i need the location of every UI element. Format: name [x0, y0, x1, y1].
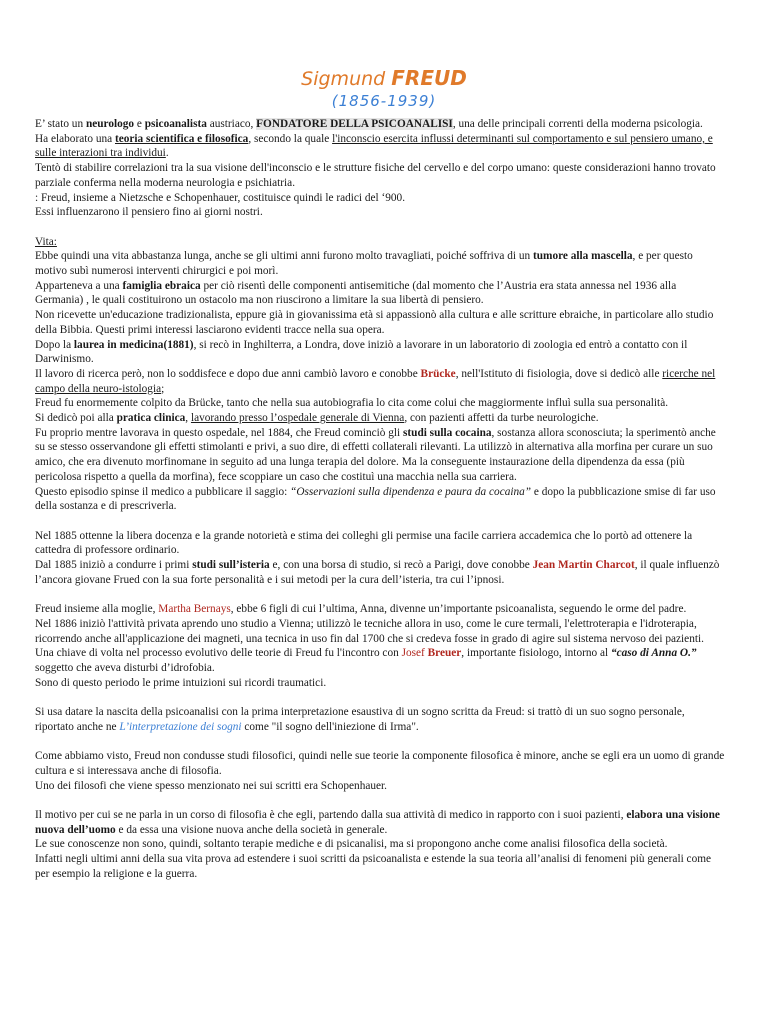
text: e, con una borsa di studio, si recò a Parigi, dove conobbe — [269, 559, 533, 572]
paragraph-isteria — [35, 558, 725, 587]
text: Si dedicò poi alla — [35, 412, 117, 425]
highlighted-text: FONDATORE DELLA PSICOANALISI — [256, 118, 453, 130]
text: Ebbe quindi una vita abbastanza lunga, anche se gli ultimi anni furono molto travagliati, poiché soffriva di un — [35, 250, 533, 263]
page-title — [0, 66, 768, 91]
paragraph-schopenhauer: Uno dei filosofi che viene spesso menzionato nei sui scritti era Schopenhauer. — [35, 779, 387, 792]
text: Fu proprio mentre lavorava in questo ospedale, nel 1884, che Freud cominciò gli — [35, 426, 403, 439]
text: , si recò in Inghilterra, a Londra, dove iniziò a lavorare in un laboratorio di zoologia ed entrò a contatto con il Darwinismo. — [35, 338, 688, 366]
section-heading-vita: Vita: — [35, 235, 57, 248]
bold-text: elabora una visione nuova dell’uomo — [35, 808, 720, 836]
spacer — [35, 793, 725, 808]
spacer — [35, 220, 725, 235]
paragraph-vita-9 — [35, 485, 725, 514]
spacer — [35, 734, 725, 749]
bold-text: famiglia ebraica — [122, 279, 201, 292]
paragraph-influence: Essi influenzarono il pensiero fino ai giorni nostri. — [35, 206, 263, 219]
document-body — [35, 117, 725, 881]
text: E’ stato un — [35, 118, 86, 130]
spacer — [35, 587, 725, 602]
bold-text: neurologo — [85, 118, 135, 130]
bold-text: psicoanalista — [144, 118, 207, 130]
text: Il lavoro di ricerca però, non lo soddisfece e dopo due anni cambiò lavoro e conobbe — [35, 367, 421, 380]
text: , importante fisiologo, intorno al — [461, 647, 611, 660]
text: per ciò risentì delle componenti antisemitiche (dal momento che l’Austria era stata annessa nel 1936 alla Germania) , le quali costituirono un ostacolo ma non riuscirono a limitare la sua libertà di pensiero. — [35, 279, 677, 307]
text: austriaco, — [206, 118, 257, 130]
text: , il quale influenzò l’ancora giovane Frued con la sua forte personalità e i sui metodi per la cura dell’isteria, tra cui l’ipnosi. — [35, 559, 720, 586]
bold-italic-text: “caso di Anna O.” — [610, 647, 697, 660]
text: , ebbe 6 figli di cui l’ultima, Anna, divenne un’importante psicoanalista, seguendo le orme del padre. — [230, 603, 687, 616]
paragraph-roots: : Freud, insieme a Nietzsche e Schopenhauer, costituisce quindi le radici del ‘900. — [35, 191, 406, 204]
paragraph-vita-4 — [35, 338, 725, 367]
text: Apparteneva a una — [35, 279, 123, 292]
paragraph-sogni — [35, 705, 725, 734]
italic-text: “Osservazioni sulla dipendenza e paura da cocaina” — [290, 485, 532, 498]
bold-text: studi sull’isteria — [192, 559, 270, 572]
paragraph-motivo — [35, 808, 725, 837]
paragraph-theory — [35, 132, 725, 161]
paragraph-ultimi-anni: Infatti negli ultimi anni della sua vita prova ad estendere i suoi scritti da psicoanalista e estende la sua teoria all’analisi di fenomeni più generali come per esempio la religione e la guerra. — [35, 853, 712, 880]
blue-italic-text: L’interpretazione dei sogni — [119, 720, 242, 733]
text: , secondo la quale — [248, 132, 333, 145]
paragraph-attivita: Nel 1886 iniziò l'attività privata aprendo uno studio a Vienna; utilizzò le tecniche allora in uso, come le cure termali, l'elettroterapia e l'idroterapia, ricorrendo anche all'applicazione dei magneti, una tecnica in uso fin dal 1700 che si credeva fosse in grado di agire sul sistema nervoso dei pazienti. — [35, 617, 704, 645]
text: Dopo la — [35, 338, 74, 351]
text: Dal 1885 iniziò a condurre i primi — [35, 559, 193, 572]
paragraph-conoscenze: Le sue conoscenze non sono, quindi, soltanto terapie mediche e di psicanalisi, ma si propongono anche come analisi filosofica della società. — [35, 838, 668, 851]
paragraph-breuer — [35, 646, 725, 675]
text: Questo episodio spinse il medico a pubblicare il saggio: — [35, 485, 291, 498]
red-text: Josef — [401, 647, 428, 660]
paragraph-vita-5 — [35, 367, 725, 396]
text: , nell'Istituto di fisiologia, dove si dedicò alle — [455, 367, 663, 380]
bold-text: pratica clinica — [116, 412, 186, 425]
text: . — [165, 147, 169, 160]
paragraph-vita-3: Non ricevette un'educazione tradizionalista, eppure già in giovanissima età si appassionò alla cultura e alle scritture ebraiche, in particolare allo studio della Bibbia. Questi primi interessi lasciarono evidenti tracce nella sua opera. — [35, 309, 714, 336]
paragraph-vita-1 — [35, 249, 725, 278]
text: Il motivo per cui se ne parla in un corso di filosofia è che egli, partendo dalla sua attività di medico in rapporto con i suoi pazienti, — [35, 808, 627, 821]
text: e da essa una visione nuova anche della società in generale. — [115, 823, 388, 836]
spacer — [35, 514, 725, 529]
paragraph-vita-8 — [35, 426, 725, 485]
bold-underlined-text: teoria scientifica e filosofica — [114, 132, 249, 145]
paragraph-vita-6: Freud fu enormemente colpito da Brücke, tanto che nella sua autobiografia lo cita come colui che maggiormente influì sulla sua personalità. — [35, 397, 669, 410]
title-dates: (1856-1939) — [331, 92, 437, 110]
underlined-text: l'inconscio esercita influssi determinanti sul comportamento e sul pensiero umano, e sulle interazioni tra individui — [35, 132, 713, 160]
text: , e per questo motivo subì numerosi interventi chirurgici e poi morì. — [35, 250, 693, 278]
text: , — [185, 412, 191, 425]
underlined-text: lavorando presso l’ospedale generale di Vienna — [190, 412, 405, 425]
paragraph-vita-7 — [35, 411, 725, 426]
text: e — [134, 118, 145, 130]
paragraph-famiglia — [35, 602, 725, 617]
red-bold-text: Jean Martin Charcot — [532, 559, 635, 572]
paragraph-traumi: Sono di questo periodo le prime intuizioni sui ricordi traumatici. — [35, 676, 327, 689]
text: Freud insieme alla moglie, — [35, 603, 159, 616]
red-bold-text: Brücke — [420, 367, 456, 380]
paragraph-intro — [35, 117, 725, 132]
red-text: Martha Bernays — [158, 603, 231, 616]
text: Si usa datare la nascita della psicoanalisi con la prima interpretazione esaustiva di un sogno scritta da Freud: si trattò di un suo sogno personale, riportato anche ne — [35, 706, 685, 733]
bold-text: laurea in medicina(1881) — [73, 338, 194, 351]
text: , sostanza allora sconosciuta; la sperimentò anche su se stesso osservandone gli effetti stimolanti e privi, a suo dire, di effetti collaterali rilevanti. La utilizzò in alternativa alla morfina per curare un suo amico, che era divenuto morfinomane in seguito ad una lunga terapia del dolore. Ma la conseguente instaurazione della dipendenza da essa (più pericolosa rispetto a quella da morfina), fece scoppiare un caso che costituì una macchia nella sua carriera. — [35, 426, 716, 483]
red-bold-text: Breuer — [427, 647, 462, 660]
text: come "il sogno dell'iniezione di Irma". — [241, 720, 419, 733]
bold-text: studi sulla cocaina — [403, 426, 492, 439]
paragraph-docenza: Nel 1885 ottenne la libera docenza e la grande notorietà e stima dei colleghi gli permise una facile carriera accademica che lo portò ad ottenere la cattedra di professore ordinario. — [35, 529, 693, 557]
paragraph-vita-2 — [35, 279, 725, 308]
text: Una chiave di volta nel processo evolutivo delle teorie di Freud fu l'incontro con — [35, 647, 402, 660]
text: soggetto che aveva disturbi d’idrofobia. — [35, 661, 215, 674]
text: , con pazienti affetti da turbe neurologiche. — [404, 412, 599, 425]
text: ; — [161, 382, 165, 395]
title-first-name: Sigmund — [301, 68, 392, 90]
underlined-text: ricerche nel campo della neuro-istologia — [35, 367, 716, 395]
spacer — [35, 690, 725, 705]
title-block — [0, 66, 768, 111]
text: Ha elaborato una — [35, 132, 115, 145]
paragraph-correlations: Tentò di stabilire correlazioni tra la sua visione dell'inconscio e le strutture fisiche del cervello e del corpo umano: queste considerazioni hanno trovato parziale conferma nella moderna neurologia e psichiatria. — [35, 162, 716, 189]
paragraph-filosofia: Come abbiamo visto, Freud non condusse studi filosofici, quindi nelle sue teorie la componente filosofica è minore, anche se egli era un uomo di grande cultura e si interessava anche di filosofia. — [35, 750, 725, 777]
text: , una delle principali correnti della moderna psicologia. — [452, 118, 703, 130]
bold-text: tumore alla mascella — [532, 250, 633, 263]
title-last-name: FREUD — [391, 66, 467, 90]
text: e dopo la pubblicazione smise di far uso della sostanza e di prescriverla. — [35, 485, 716, 513]
